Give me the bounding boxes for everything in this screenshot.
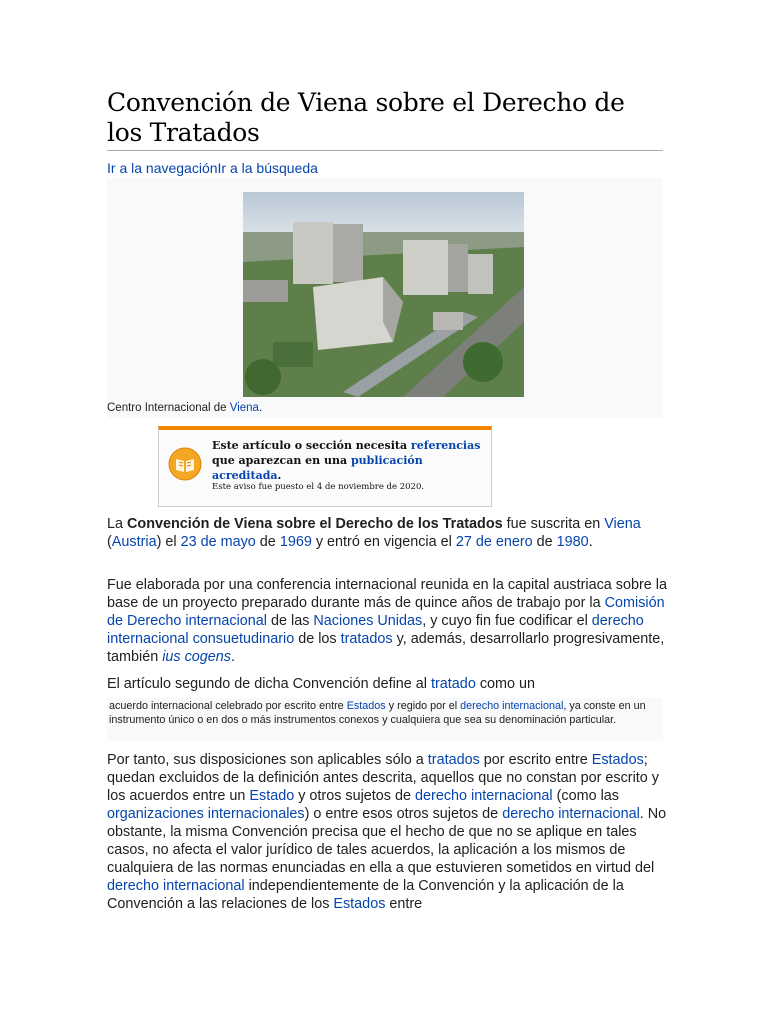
referencias-link[interactable]: referencias	[410, 439, 481, 452]
text: ) o entre esos otros sujetos de	[304, 806, 503, 822]
derecho-internacional-link[interactable]: derecho internacional	[415, 788, 553, 804]
estados-link[interactable]: Estados	[591, 752, 644, 768]
page-title: Convención de Viena sobre el Derecho de los Tratados	[107, 88, 663, 151]
text: entre	[385, 896, 423, 912]
text: y otros sujetos de	[294, 788, 416, 804]
skip-to-navigation-link[interactable]: Ir a la navegación	[107, 160, 218, 176]
text: y, además, desarrollarlo progresivamente, también	[107, 631, 665, 665]
estados-link[interactable]: Estados	[333, 896, 386, 912]
text: ; quedan excluidos de la definición antes descrita, aquellos que no constan por escrito y los acuerdos entre un	[107, 752, 659, 804]
text: La	[107, 516, 128, 532]
text: de las	[267, 613, 314, 629]
text: , y cuyo fin fue codificar el	[422, 613, 592, 629]
article-subject: Convención de Viena sobre el Derecho de los Tratados	[127, 516, 503, 532]
text: .	[231, 649, 236, 665]
text: . No obstante, la misma Convención precisa que el hecho de que no se aplique en tales casos, no afecta el valor jurídico de tales acuerdos, la aplicación a los mismos de cualquiera de las normas enunciadas en ella a que estuvieren sometidos en virtud del	[107, 806, 667, 876]
text: acuerdo internacional celebrado por escrito entre	[109, 700, 347, 712]
citation-needed-notice	[158, 426, 492, 507]
text: independientemente de la Convención y la aplicación de la Convención a las relaciones de los	[107, 878, 624, 912]
publicacion-acreditada-link[interactable]: publicación acreditada	[212, 454, 423, 482]
vienna-international-centre-photo[interactable]	[243, 192, 524, 397]
intro-paragraph	[107, 515, 667, 551]
derecho-internacional-consuetudinario-link[interactable]: derecho internacional consuetudinario	[107, 613, 644, 647]
caption-text: Centro Internacional de	[107, 402, 230, 414]
definition-quote	[107, 698, 663, 741]
viena-link[interactable]: Viena	[604, 516, 641, 532]
text: (	[107, 534, 112, 550]
text: , ya conste en un instrumento único o en dos o más instrumentos conexos y cualquiera que sea su denominación particular.	[109, 700, 646, 726]
skip-links	[107, 160, 318, 176]
text: El artículo segundo de dicha Convención define al	[107, 676, 432, 692]
text: de los	[294, 631, 341, 647]
tratado-link[interactable]: tratado	[431, 676, 476, 692]
tratados-link[interactable]: tratados	[340, 631, 393, 647]
notice-text-3: .	[277, 469, 282, 482]
estados-link[interactable]: Estados	[346, 700, 386, 712]
history-paragraph	[107, 576, 667, 666]
text: de	[255, 534, 280, 550]
austria-link[interactable]: Austria	[111, 534, 157, 550]
ius-cogens-link[interactable]: ius cogens	[162, 649, 232, 665]
27-de-enero-link[interactable]: 27 de enero	[455, 534, 533, 550]
text: como un	[475, 676, 536, 692]
comision-derecho-internacional-link[interactable]: Comisión de Derecho internacional	[107, 595, 665, 629]
organizaciones-internacionales-link[interactable]: organizaciones internacionales	[107, 806, 305, 822]
figure-caption	[107, 402, 262, 414]
naciones-unidas-link[interactable]: Naciones Unidas	[313, 613, 423, 629]
caption-period: .	[258, 402, 263, 414]
book-icon	[168, 447, 202, 481]
text: Fue elaborada por una conferencia internacional reunida en la capital austriaca sobre la base de un proyecto preparado durante más de quince años de trabajo por la	[107, 577, 667, 611]
tratados-link[interactable]: tratados	[427, 752, 480, 768]
text: fue suscrita en	[502, 516, 605, 532]
notice-date: Este aviso fue puesto el 4 de noviembre de 2020.	[212, 482, 425, 492]
thumbnail-figure	[107, 178, 662, 418]
scope-paragraph	[107, 751, 667, 913]
notice-text-2: que aparezcan en una	[212, 454, 351, 467]
text: (como las	[552, 788, 619, 804]
derecho-internacional-link[interactable]: derecho internacional	[502, 806, 640, 822]
caption-viena-link[interactable]: Viena	[229, 402, 259, 414]
text: .	[588, 534, 593, 550]
notice-message	[212, 438, 482, 483]
23-de-mayo-link[interactable]: 23 de mayo	[180, 534, 256, 550]
derecho-internacional-link[interactable]: derecho internacional	[460, 700, 564, 712]
text: y regido por el	[385, 700, 461, 712]
estado-link[interactable]: Estado	[249, 788, 295, 804]
1969-link[interactable]: 1969	[279, 534, 312, 550]
derecho-internacional-link[interactable]: derecho internacional	[107, 878, 245, 894]
text: y entró en vigencia el	[311, 534, 456, 550]
text: por escrito entre	[479, 752, 592, 768]
text: ) el	[156, 534, 181, 550]
definition-intro-paragraph	[107, 675, 667, 693]
notice-text-1: Este artículo o sección necesita	[212, 439, 411, 452]
1980-link[interactable]: 1980	[556, 534, 589, 550]
text: Por tanto, sus disposiciones son aplicables sólo a	[107, 752, 428, 768]
text: de	[532, 534, 557, 550]
skip-to-search-link[interactable]: Ir a la búsqueda	[217, 160, 318, 176]
